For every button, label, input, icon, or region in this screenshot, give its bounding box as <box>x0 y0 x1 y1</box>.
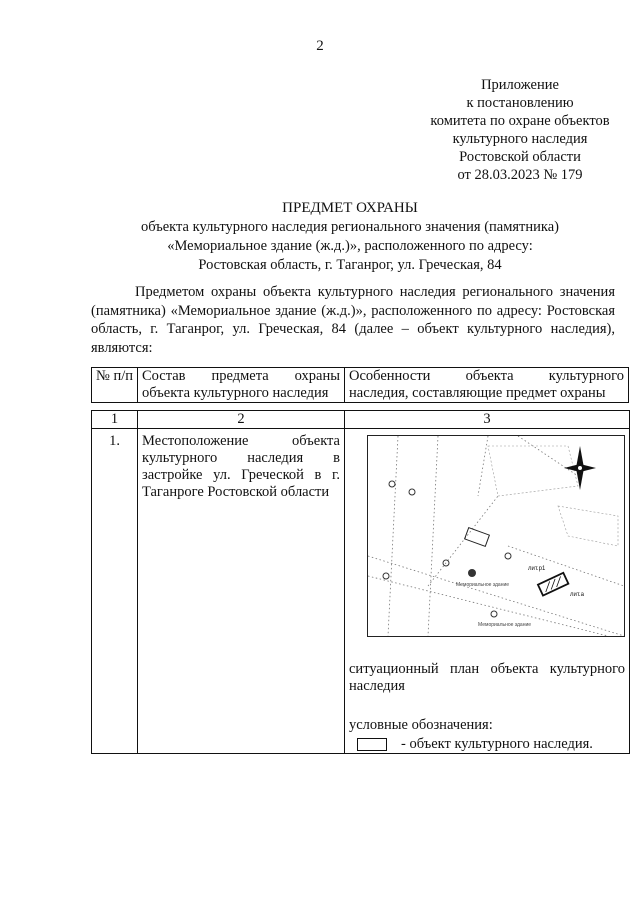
intro-paragraph: Предметом охраны объекта культурного наследия регионального значения (памятника) «Мемориальное здание (ж.д.)», расположенного по адресу: Ростовская область, г. Таганрог, ул. Греческая, 84 (далее – объект культурного наследия), являются: <box>91 284 615 356</box>
appendix-block <box>410 76 630 184</box>
column-number-3: 3 <box>345 411 630 429</box>
row-features <box>345 429 630 754</box>
header-features: Особенности объекта культурного наследия, составляющие предмет охраны <box>345 368 629 403</box>
document-title <box>60 199 640 275</box>
column-number-1: 1 <box>92 411 138 429</box>
row-composition: Местоположение объекта культурного наследия в застройке ул. Греческой в г. Таганроге Ростовской области <box>138 429 345 754</box>
appendix-line: Приложение <box>481 77 559 93</box>
appendix-line: к постановлению <box>466 95 574 111</box>
appendix-line: от 28.03.2023 № 179 <box>457 167 583 183</box>
appendix-line: культурного наследия <box>452 131 588 147</box>
title-heading: ПРЕДМЕТ ОХРАНЫ <box>282 200 418 216</box>
map-label: лит.а <box>570 592 584 598</box>
column-number-2: 2 <box>138 411 345 429</box>
row-number: 1. <box>92 429 138 754</box>
situational-map <box>367 435 625 637</box>
map-drawing <box>368 436 624 636</box>
table-row <box>92 429 630 754</box>
legend-swatch <box>357 738 387 751</box>
title-line: объекта культурного наследия регионального значения (памятника) <box>140 219 560 235</box>
table-header <box>91 367 629 403</box>
table-body <box>91 410 630 754</box>
legend-label: - объект культурного наследия. <box>401 736 593 752</box>
appendix-line: комитета по охране объектов <box>430 113 610 129</box>
map-label: лит.р1 <box>528 566 546 572</box>
legend-row <box>357 736 625 753</box>
title-line: «Мемориальное здание (ж.д.)», расположенного по адресу: <box>167 238 533 254</box>
header-composition: Состав предмета охраны объекта культурного наследия <box>138 368 345 403</box>
table-row <box>92 411 630 429</box>
map-label: Мемориальное здание <box>478 622 532 628</box>
appendix-line: Ростовской области <box>459 149 581 165</box>
page-number: 2 <box>316 38 324 54</box>
title-line: Ростовская область, г. Таганрог, ул. Греческая, 84 <box>198 257 502 273</box>
header-number: № п/п <box>92 368 138 403</box>
map-label: Мемориальное здание <box>456 582 510 588</box>
map-caption: ситуационный план объекта культурного наследия <box>349 661 625 694</box>
legend-title: условные обозначения: <box>349 717 493 733</box>
